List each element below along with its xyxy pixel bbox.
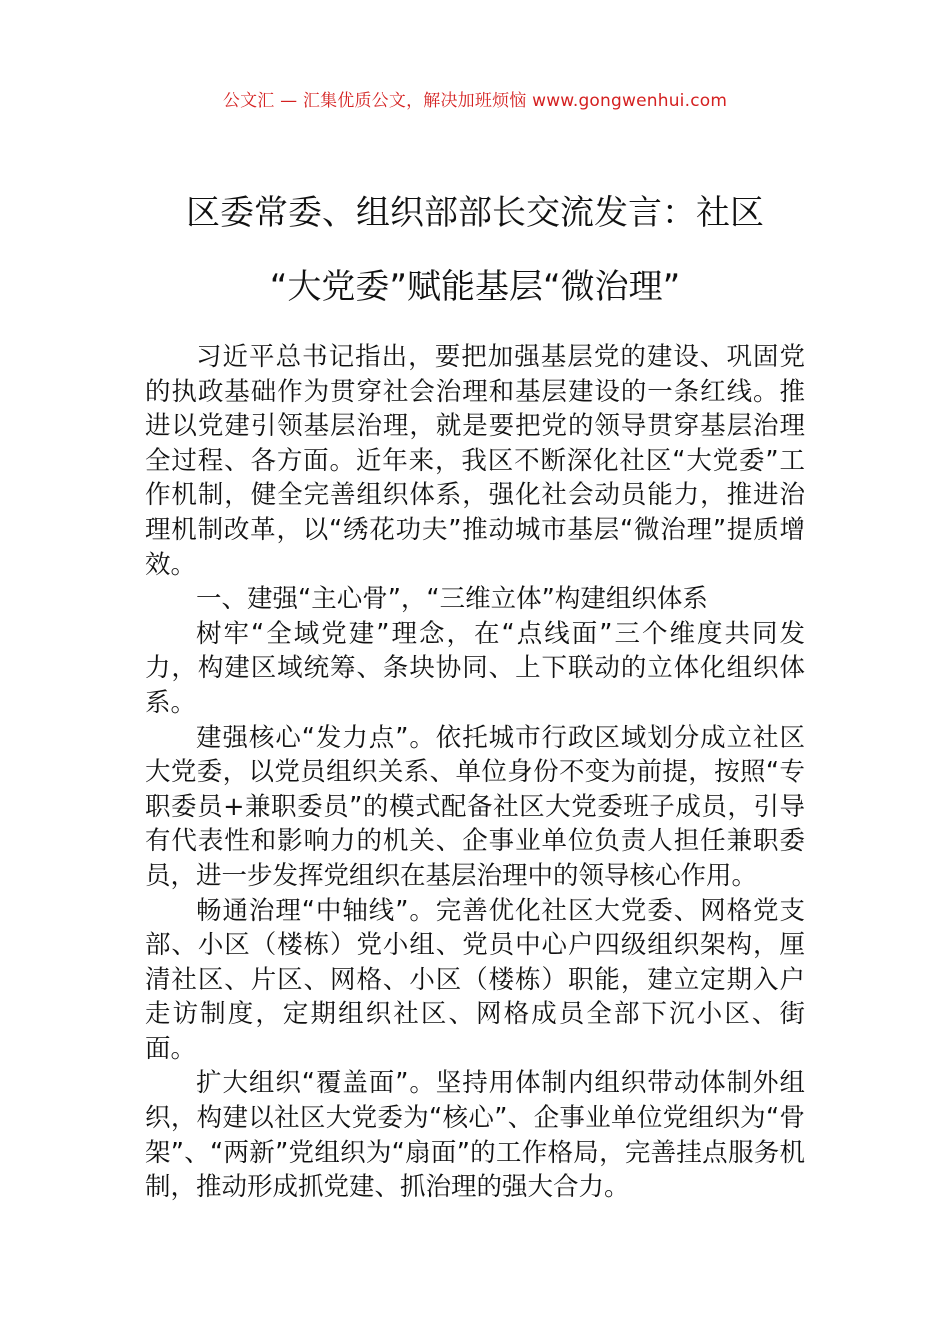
paragraph: 畅通治理“中轴线”。完善优化社区大党委、网格党支部、小区（楼栋）党小组、党员中心户四级组织架构，厘清社区、片区、网格、小区（楼栋）职能，建立定期入户走访制度，定期组织社区、网格成员全部下沉小区、街面。 [145, 895, 805, 1064]
section-heading: 一、建强“主心骨”，“三维立体”构建组织体系 [196, 584, 708, 615]
header-banner[interactable]: 公文汇 — 汇集优质公文，解决加班烦恼 www.gongwenhui.com [222, 91, 728, 111]
paragraph: 扩大组织“覆盖面”。坚持用体制内组织带动体制外组织，构建以社区大党委为“核心”、企事业单位党组织为“骨架”、“两新”党组织为“扇面”的工作格局，完善挂点服务机制，推动形成抓党建、抓治理的强大合力。 [145, 1068, 805, 1203]
paragraph-intro: 习近平总书记指出，要把加强基层党的建设、巩固党的执政基础作为贯穿社会治理和基层建设的一条红线。推进以党建引领基层治理，就是要把党的领导贯穿基层治理全过程、各方面。近年来，我区不断深化社区“大党委”工作机制，健全完善组织体系，强化社会动员能力，推进治理机制改革，以“绣花功夫”推动城市基层“微治理”提质增效。 [145, 342, 805, 580]
paragraph: 树牢“全域党建”理念，在“点线面”三个维度共同发力，构建区域统筹、条块协同、上下联动的立体化组织体系。 [145, 618, 805, 718]
document-title [120, 176, 830, 324]
document-body [145, 340, 805, 1205]
paragraph: 建强核心“发力点”。依托城市行政区域划分成立社区大党委，以党员组织关系、单位身份不变为前提，按照“专职委员+兼职委员”的模式配备社区大党委班子成员，引导有代表性和影响力的机关、企事业单位负责人担任兼职委员，进一步发挥党组织在基层治理中的领导核心作用。 [145, 722, 805, 891]
title-line-1: 区委常委、组织部部长交流发言：社区 [186, 193, 764, 233]
title-line-2: “大党委”赋能基层“微治理” [269, 267, 681, 307]
